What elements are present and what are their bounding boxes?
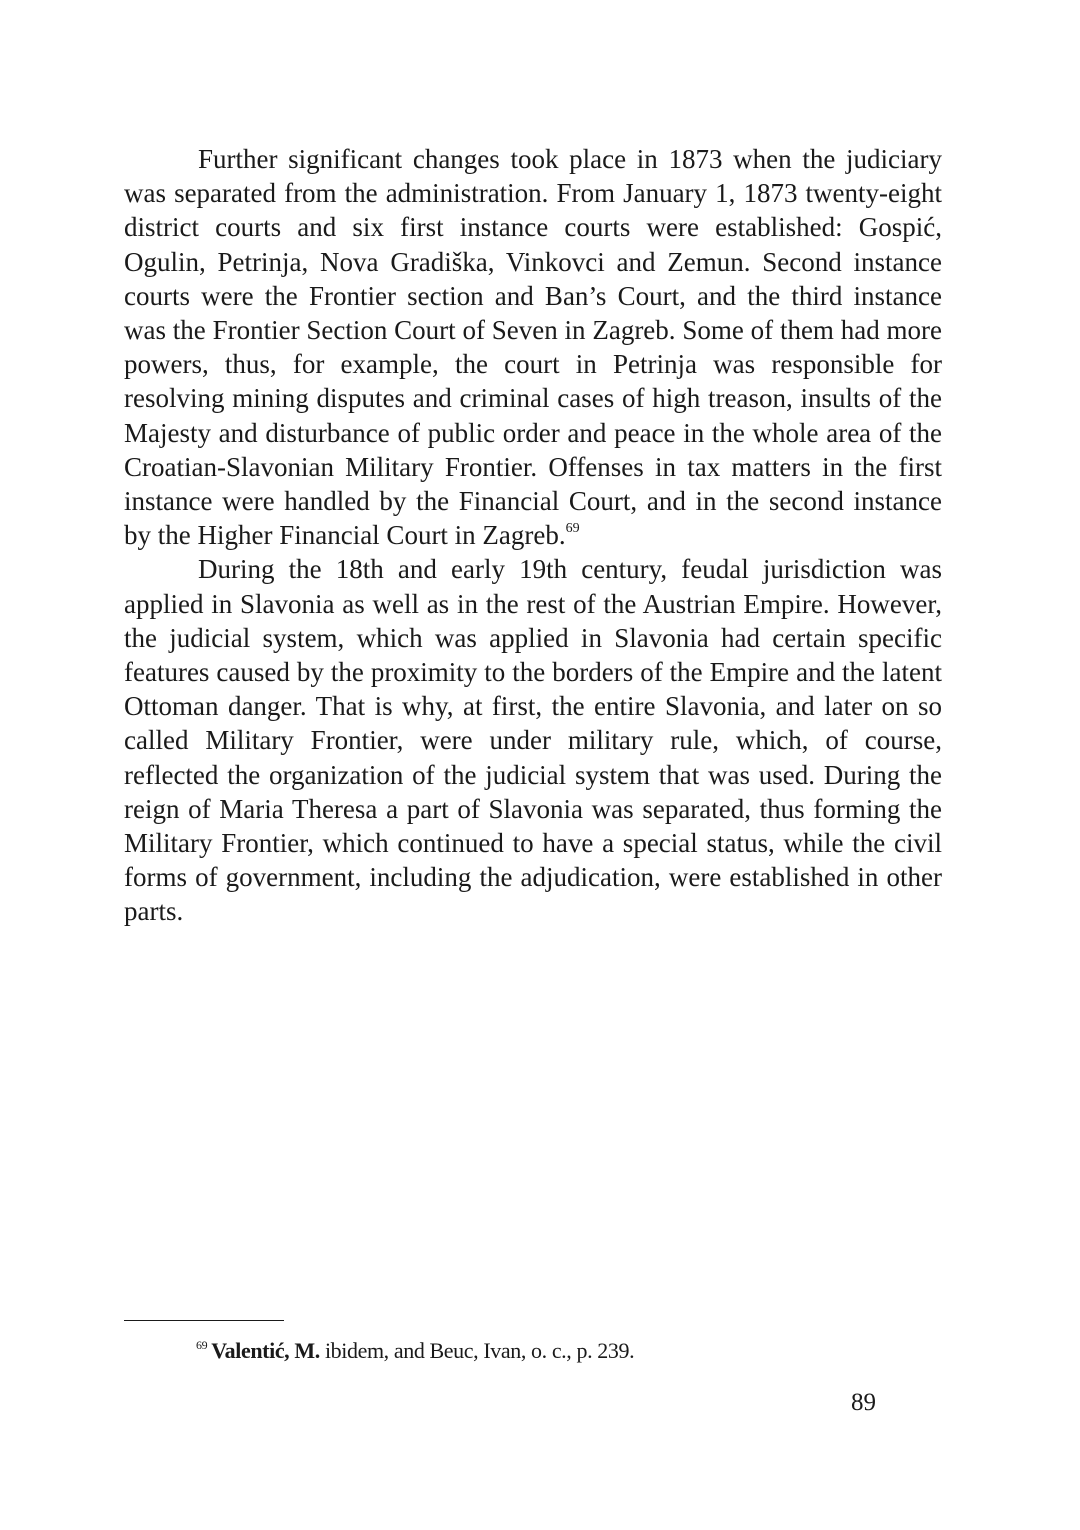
footnote-69 xyxy=(196,1336,936,1366)
paragraph-1-text: Further significant changes took place in 1873 when the judiciary was separated from the administration. From January 1, 1873 twenty-eight district courts and six first instance courts were established: Gospić, Ogulin, Petrinja, Nova Gradiška, Vinkovci and Zemun. Second instance courts were the Frontier section and Ban’s Court, and the third instance was the Frontier Section Court of Seven in Zagreb. Some of them had more powers, thus, for example, the court in Petrinja was responsible for resolving mining disputes and criminal cases of high treason, insults of the Majesty and disturbance of public order and peace in the whole area of the Croatian-Slavonian Military Frontier. Offenses in tax matters in the first instance were handled by the Financial Court, and in the second instance by the Higher Financial Court in Zagreb. xyxy=(124,144,942,551)
paragraph-2-text: During the 18th and early 19th century, feudal jurisdiction was applied in Slavonia as well as in the rest of the Austrian Empire. However, the judicial system, which was applied in Slavonia had certain specific features caused by the proximity to the borders of the Empire and the latent Ottoman danger. That is why, at first, the entire Slavonia, and later on so called Military Frontier, were under military rule, which, of course, reflected the organization of the judicial system that was used. During the reign of Maria Theresa a part of Slavonia was separated, thus forming the Military Frontier, which continued to have a special status, while the civil forms of government, including the adjudication, were established in other parts. xyxy=(124,554,942,927)
footnote-separator xyxy=(124,1320,284,1321)
page-number: 89 xyxy=(851,1389,876,1416)
paragraph-1 xyxy=(124,142,942,552)
paragraph-2 xyxy=(124,552,942,928)
footnote-text: ibidem, and Beuc, Ivan, o. c., p. 239. xyxy=(319,1338,635,1363)
main-text xyxy=(124,142,942,929)
footnote-reference-69[interactable]: 69 xyxy=(565,521,580,537)
footnote-number: 69 xyxy=(196,1338,208,1352)
footnote-author: Valentić, M. xyxy=(211,1338,320,1363)
